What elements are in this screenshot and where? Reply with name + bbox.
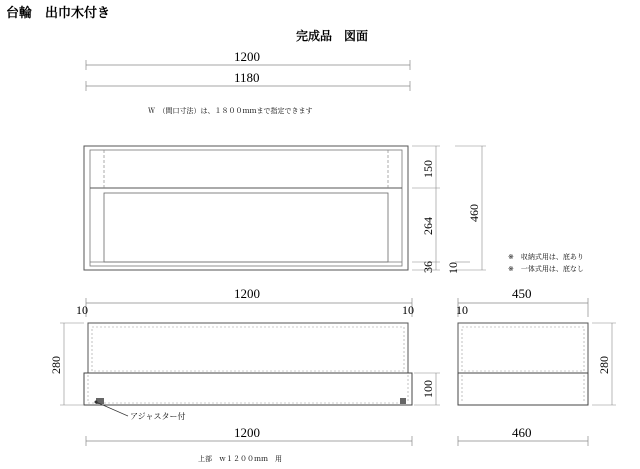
dim-upper-height-total: 460 bbox=[467, 204, 481, 222]
side-bottom-depth-dimension bbox=[458, 425, 588, 446]
base-width-dimension bbox=[76, 286, 414, 317]
adjuster-label: アジャスター付 bbox=[130, 412, 186, 421]
dim-upper-width-overall: 1200 bbox=[234, 49, 260, 64]
dim-side-depth: 450 bbox=[512, 286, 532, 301]
upper-width-dimension bbox=[86, 49, 410, 70]
base-height-dimension bbox=[49, 323, 84, 405]
upper-inner-width-dimension bbox=[86, 70, 410, 91]
side-height-dimension bbox=[592, 323, 616, 405]
upper-height-split-dimension bbox=[412, 146, 440, 273]
dim-side-depth-bottom: 460 bbox=[512, 425, 532, 440]
adjuster-callout bbox=[95, 401, 186, 422]
side-depth-dimension bbox=[456, 286, 588, 317]
dim-upper-height-bottom: 36 bbox=[421, 261, 435, 273]
dim-upper-width-inner: 1180 bbox=[234, 70, 260, 85]
note-integrated: ※ 一体式用は、底なし bbox=[508, 265, 584, 273]
dim-side-offset: 10 bbox=[456, 303, 468, 317]
dim-side-height: 280 bbox=[597, 356, 611, 374]
dim-base-side-right: 10 bbox=[402, 303, 414, 317]
base-bottom-width-dimension bbox=[86, 425, 412, 446]
dim-upper-height-middle: 264 bbox=[421, 217, 435, 235]
plinth-height-dimension bbox=[414, 373, 440, 405]
drawing-title: 台輪 出巾木付き bbox=[6, 6, 111, 21]
dim-base-width-bottom: 1200 bbox=[234, 425, 260, 440]
width-note: Ｗ （間口寸法）は、１８００ｍｍまで指定できます bbox=[148, 107, 313, 115]
dim-upper-height-gap: 10 bbox=[446, 262, 460, 274]
drawing-subtitle: 完成品 図面 bbox=[296, 29, 369, 43]
side-cabinet-view bbox=[458, 323, 588, 405]
dim-base-width: 1200 bbox=[234, 286, 260, 301]
base-cabinet-front bbox=[84, 323, 412, 405]
dim-upper-height-top: 150 bbox=[421, 160, 435, 178]
note-storage: ※ 収納式用は、底あり bbox=[508, 253, 584, 261]
upper-total-height-dimension bbox=[446, 146, 486, 274]
footer-label: 上部 ｗ１２００ｍｍ 用 bbox=[198, 455, 282, 463]
dim-base-side-left: 10 bbox=[76, 303, 88, 317]
upper-cabinet-front bbox=[84, 146, 408, 270]
dim-base-plinth-height: 100 bbox=[421, 380, 435, 398]
dim-base-height: 280 bbox=[49, 356, 63, 374]
